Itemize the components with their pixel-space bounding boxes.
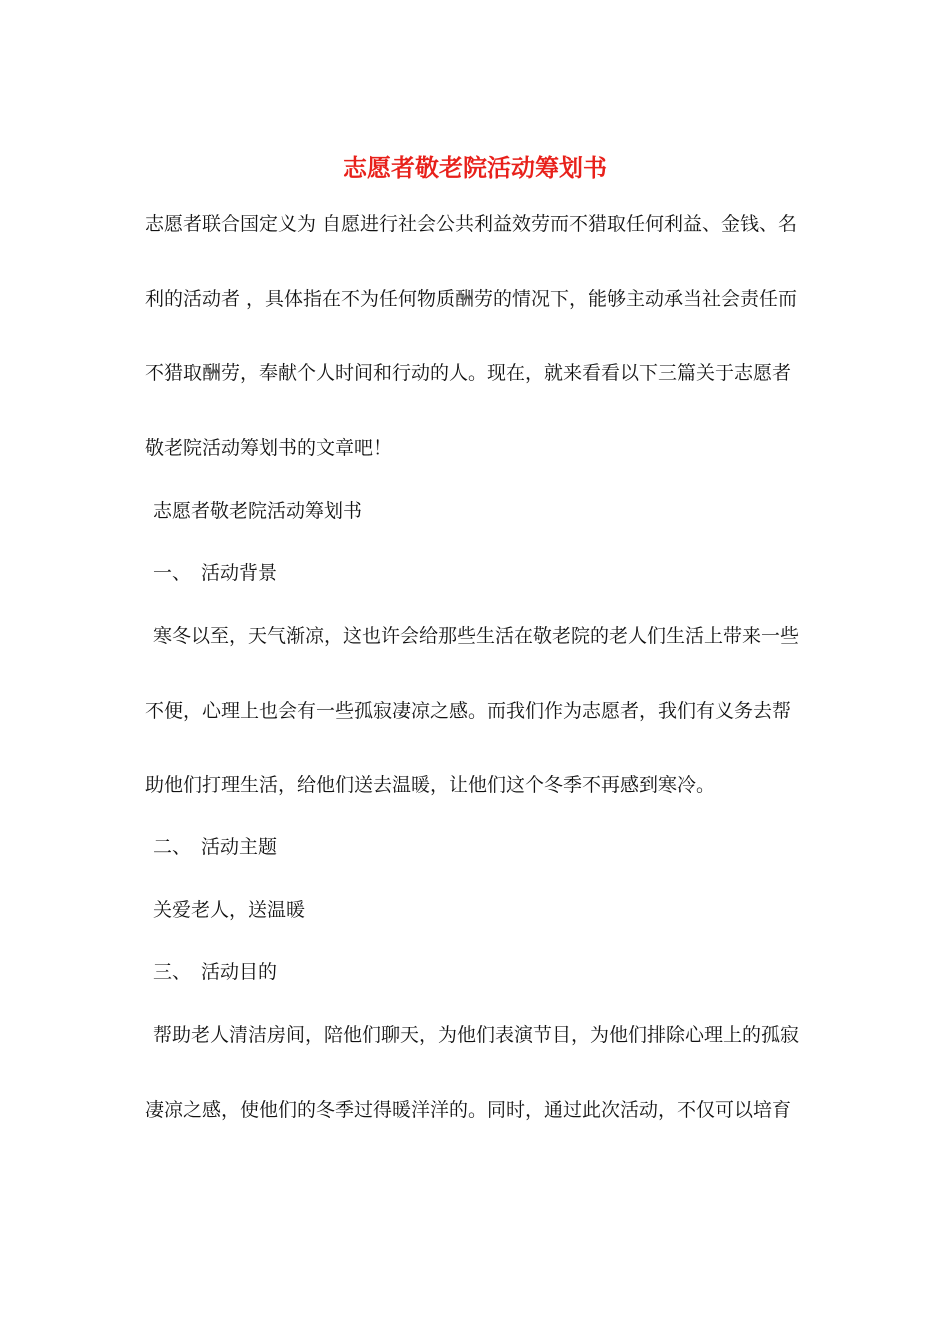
intro-line-1: 志愿者联合国定义为 自愿进行社会公共利益效劳而不猎取任何利益、金钱、名 bbox=[145, 213, 798, 235]
section-heading-text: 活动目的 bbox=[201, 961, 278, 983]
section3-line-1: 帮助老人清洁房间，陪他们聊天，为他们表演节目，为他们排除心理上的孤寂 bbox=[153, 1024, 800, 1046]
section-number: 二、 bbox=[153, 836, 192, 858]
section1-line-3: 助他们打理生活，给他们送去温暖，让他们这个冬季不再感到寒冷。 bbox=[145, 774, 716, 796]
section-heading-1 bbox=[153, 559, 277, 587]
section1-line-2: 不便，心理上也会有一些孤寂凄凉之感。而我们作为志愿者，我们有义务去帮 bbox=[145, 700, 792, 722]
section-number: 三、 bbox=[153, 961, 192, 983]
section2-text: 关爱老人，送温暖 bbox=[153, 899, 306, 921]
subtitle: 志愿者敬老院活动筹划书 bbox=[153, 500, 363, 522]
section-heading-text: 活动背景 bbox=[201, 562, 278, 584]
intro-line-2: 利的活动者 ，具体指在不为任何物质酬劳的情况下，能够主动承当社会责任而 bbox=[145, 288, 798, 310]
section3-line-2: 凄凉之感，使他们的冬季过得暖洋洋的。同时，通过此次活动，不仅可以培育 bbox=[145, 1099, 792, 1121]
section-number: 一、 bbox=[153, 562, 192, 584]
section1-line-1: 寒冬以至，天气渐凉，这也许会给那些生活在敬老院的老人们生活上带来一些 bbox=[153, 625, 800, 647]
intro-line-4: 敬老院活动筹划书的文章吧！ bbox=[145, 437, 393, 459]
section-heading-text: 活动主题 bbox=[201, 836, 278, 858]
document-title: 志愿者敬老院活动筹划书 bbox=[343, 153, 607, 182]
section-heading-2 bbox=[153, 833, 277, 861]
intro-line-3: 不猎取酬劳，奉献个人时间和行动的人。现在，就来看看以下三篇关于志愿者 bbox=[145, 362, 792, 384]
section-heading-3 bbox=[153, 958, 277, 986]
